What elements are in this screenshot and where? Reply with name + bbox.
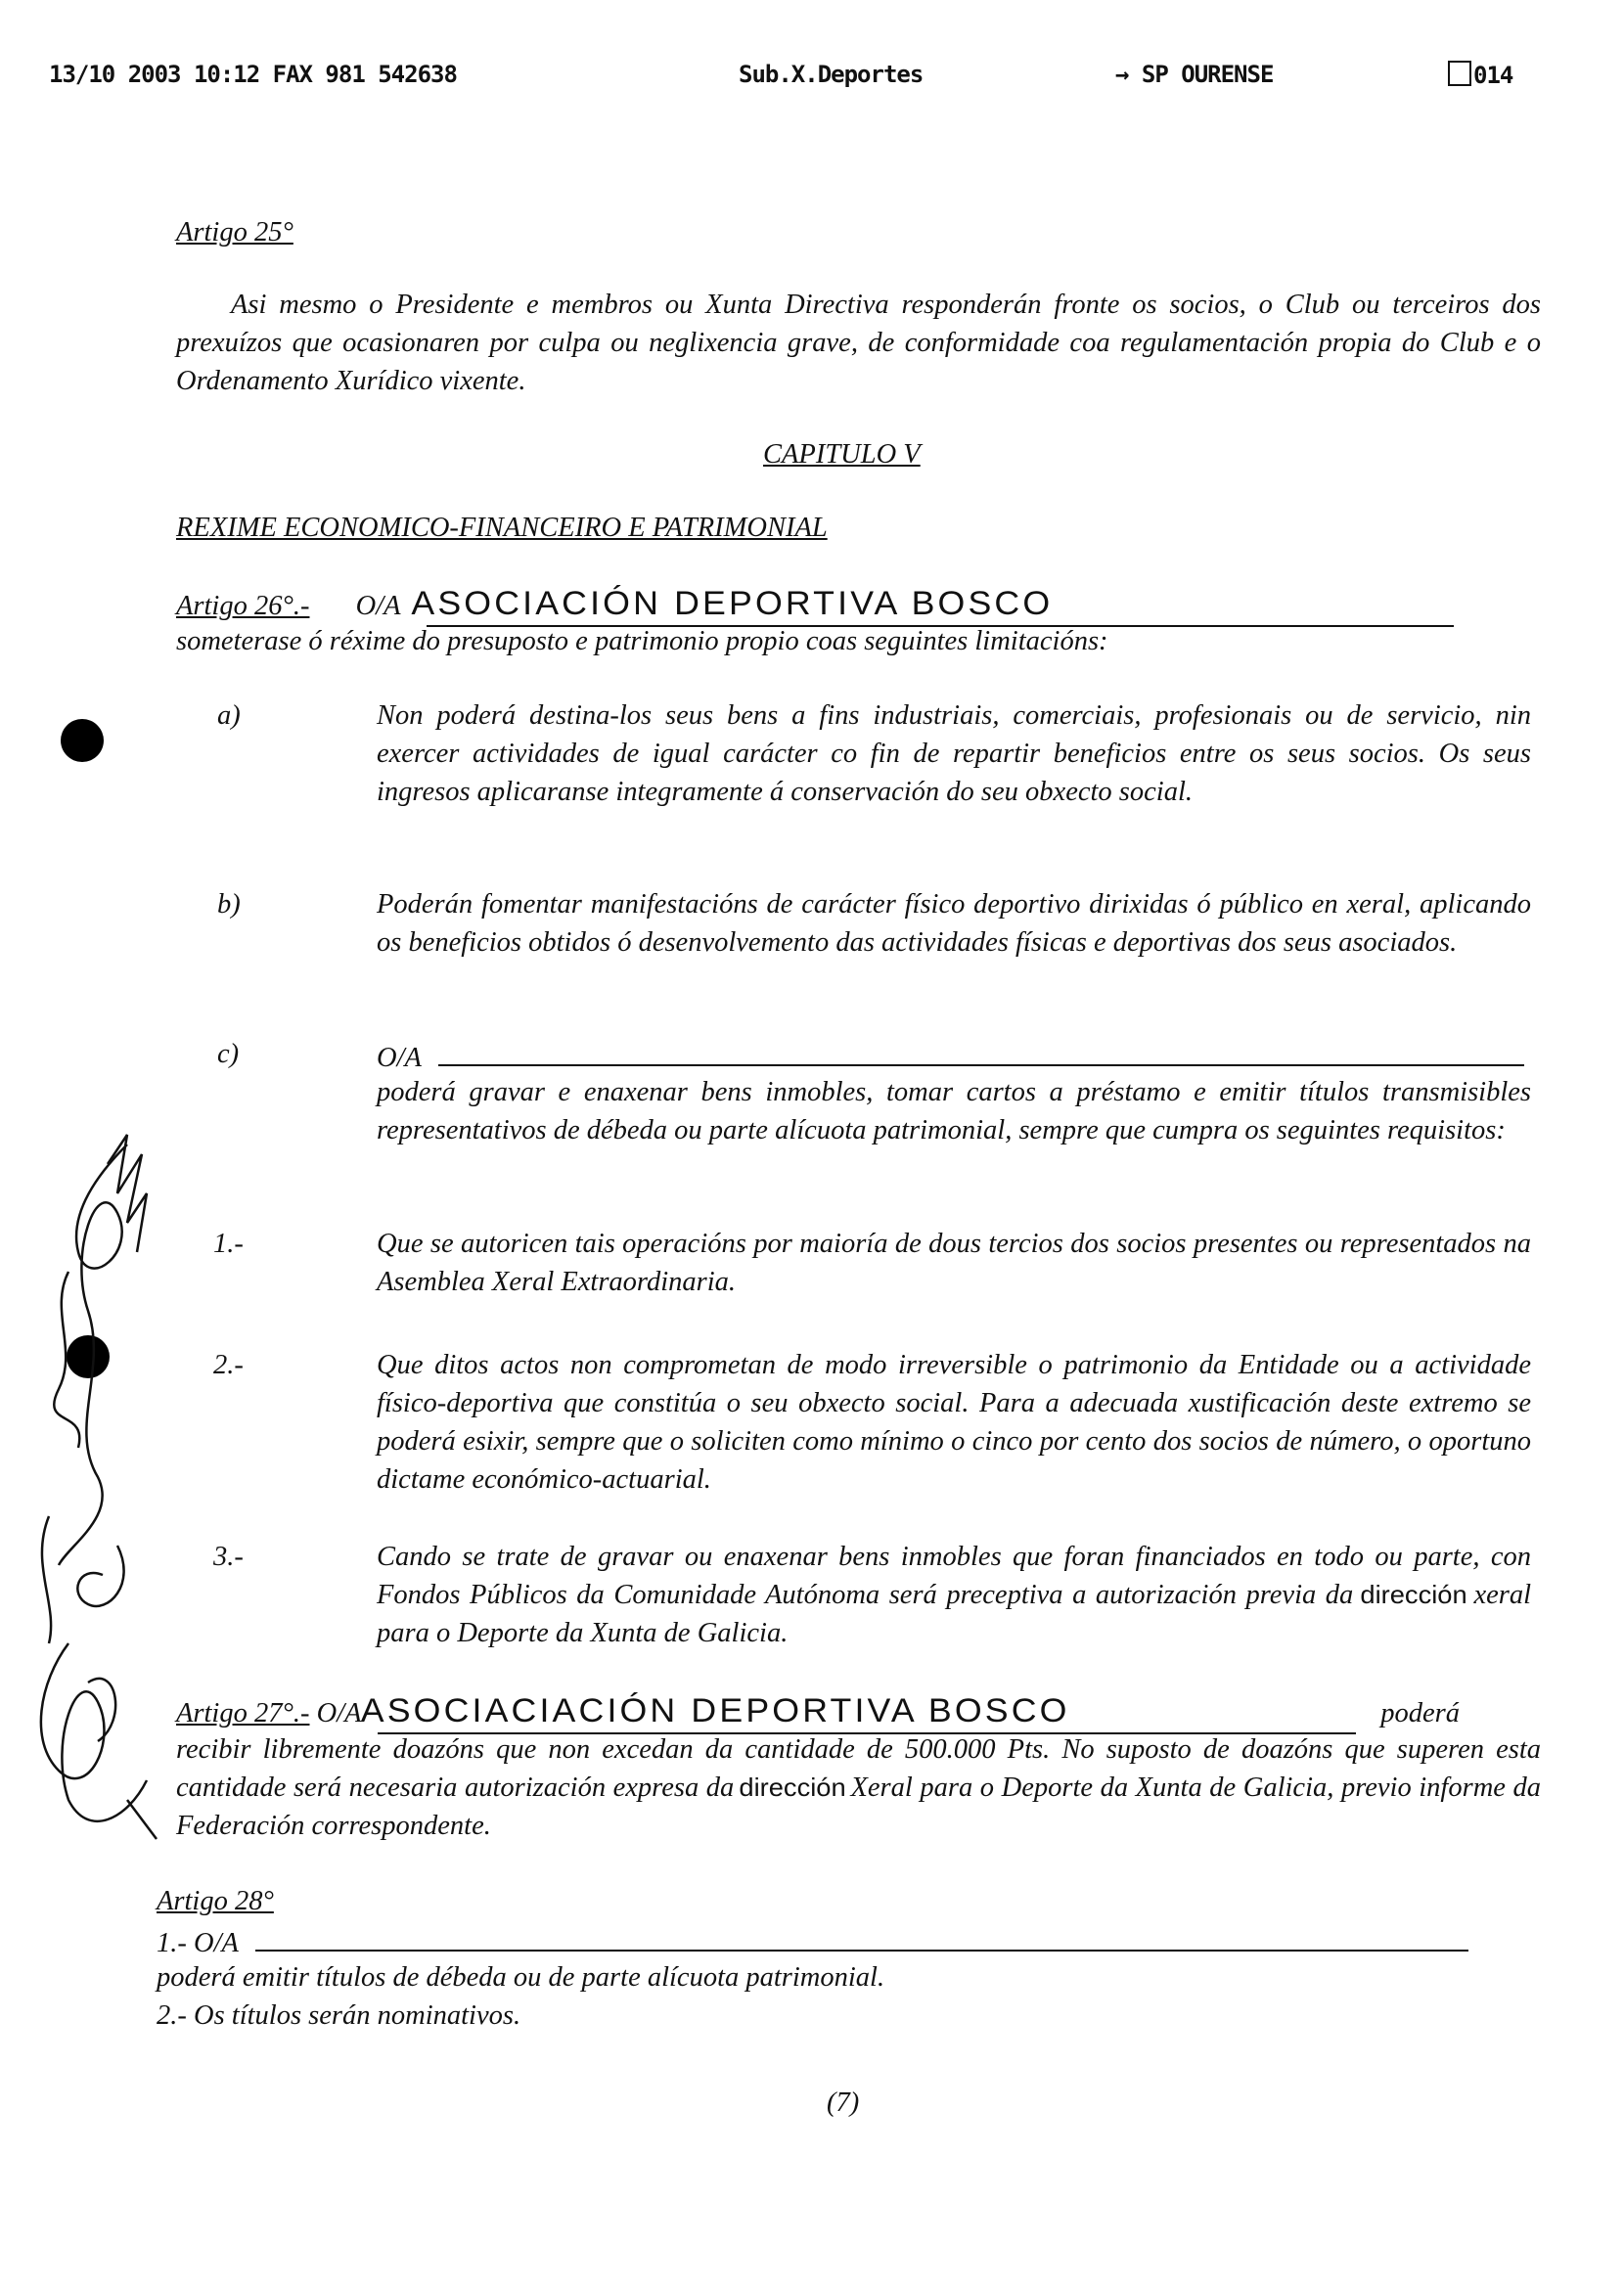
punch-hole-mark	[61, 719, 104, 762]
art26-text: someterase ó réxime do presuposto e patrimonio propio coas seguintes limitacións:	[176, 626, 1108, 656]
req-2-text: Que ditos actos non comprometan de modo irreversible o patrimonio da Entidade ou a actividade físico-deportiva que constitúa o seu obxecto social. Para a adecuada xustificación deste extremo se poderá esixir, sempre que o soliciten como mínimo o cinco por cento dos socios de número, o oportuno dictame económico-actuarial.	[377, 1350, 1531, 1495]
chapter-title: CAPITULO V	[763, 439, 921, 470]
art28-line3: 2.- Os títulos serán nominativos.	[157, 2000, 521, 2031]
art25-title: Artigo 25°	[176, 217, 293, 247]
art27-handwritten: dirección	[739, 1773, 846, 1802]
art27-text-before: recibir libremente doazóns que non excedan da cantidade de 500.000 Pts. No suposto de doazóns que superen esta cantidade será necesaria autorización expresa da	[176, 1734, 1541, 1803]
chapter-subtitle: REXIME ECONOMICO-FINANCEIRO E PATRIMONIAL	[176, 513, 828, 543]
art26-title: Artigo 26°.-	[176, 591, 310, 621]
art27-entity: ASOCIACIACIÓN DEPORTIVA BOSCO	[360, 1692, 1070, 1729]
fax-datetime-number: 13/10 2003 10:12 FAX 981 542638	[49, 61, 457, 88]
art27-text-after: Xeral para o Deporte da Xunta de Galicia, previo informe da Federación correspondente.	[176, 1773, 1541, 1841]
art28-line2: poderá emitir títulos de débeda ou de parte alícuota patrimonial.	[157, 1962, 885, 1993]
item-a-label: a)	[217, 700, 241, 731]
art27-entity-field	[360, 1692, 1356, 1734]
fax-page	[1448, 61, 1512, 89]
fax-sender: Sub.X.Deportes	[739, 61, 924, 88]
item-a-text: Non poderá destina-los seus bens a fins industriais, comerciais, profesionais ou de servicio, nin exercer actividades de igual carácter co fin de repartir beneficios entre os seus socios. Os seus ingresos aplicaranse integramente á conservación do seu obxecto social.	[377, 700, 1531, 807]
art27-after: poderá	[1380, 1698, 1461, 1728]
item-c-text: poderá gravar e enaxenar bens inmobles, tomar cartos a préstamo e emitir títulos transmisibles representativos de débeda ou parte alícuota patrimonial, sempre que cumpra os seguintes requisitos:	[377, 1077, 1531, 1145]
art26-header	[176, 585, 1541, 627]
item-c-entity-field	[438, 1035, 1524, 1066]
item-c-label: c)	[217, 1039, 240, 1069]
item-b-label: b)	[217, 889, 241, 920]
req-2-label: 2.-	[213, 1350, 244, 1380]
art27-title: Artigo 27°.-	[176, 1698, 310, 1728]
art27-prefix: O/A	[316, 1698, 362, 1728]
page-number: (7)	[827, 2087, 860, 2118]
art28-line1-prefix: 1.- O/A	[157, 1928, 239, 1958]
req-3-text-after: xeral para o Deporte da Xunta de Galicia.	[377, 1580, 1532, 1648]
art26-entity: ASOCIACIÓN DEPORTIVA BOSCO	[411, 585, 1054, 622]
art26-entity-field	[411, 585, 1454, 627]
art27-header	[176, 1692, 1541, 1734]
art28-entity-field	[255, 1920, 1468, 1952]
margin-signature-icon	[10, 1056, 166, 1859]
item-c-prefix: O/A	[377, 1043, 422, 1073]
art25-text: Asi mesmo o Presidente e membros ou Xunta Directiva responderán fronte os socios, o Club ou terceiros dos prexuízos que ocasionaren por culpa ou neglixencia grave, de conformidade coa regulamentación propia do Club e o Ordenamento Xurídico vixente.	[176, 290, 1541, 396]
req-3-text	[377, 1538, 1531, 1652]
art26-prefix: O/A	[355, 591, 401, 621]
art28-title: Artigo 28°	[157, 1886, 274, 1916]
req-3-handwritten: dirección	[1360, 1580, 1467, 1609]
fax-page-number: 014	[1473, 62, 1513, 89]
req-3-label: 3.-	[213, 1542, 244, 1572]
item-c-header	[377, 1035, 1524, 1077]
fax-page-icon	[1448, 61, 1471, 86]
req-3-text-before: Cando se trate de gravar ou enaxenar bens inmobles que foran financiados en todo ou parte, con Fondos Públicos da Comunidade Autónoma será preceptiva a autorización previa da	[377, 1542, 1531, 1610]
req-1-label: 1.-	[213, 1229, 244, 1259]
art27-text	[176, 1730, 1541, 1845]
req-1-text: Que se autoricen tais operacións por maioría de dous tercios dos socios presentes ou representados na Asemblea Xeral Extraordinaria.	[377, 1229, 1531, 1297]
art28-line1	[157, 1920, 1468, 1962]
item-b-text: Poderán fomentar manifestacións de carácter físico deportivo dirixidas ó público en xeral, aplicando os beneficios obtidos ó desenvolvemento das actividades físicas e deportivas dos seus asociados.	[377, 889, 1531, 958]
fax-recipient: → SP OURENSE	[1115, 61, 1274, 88]
